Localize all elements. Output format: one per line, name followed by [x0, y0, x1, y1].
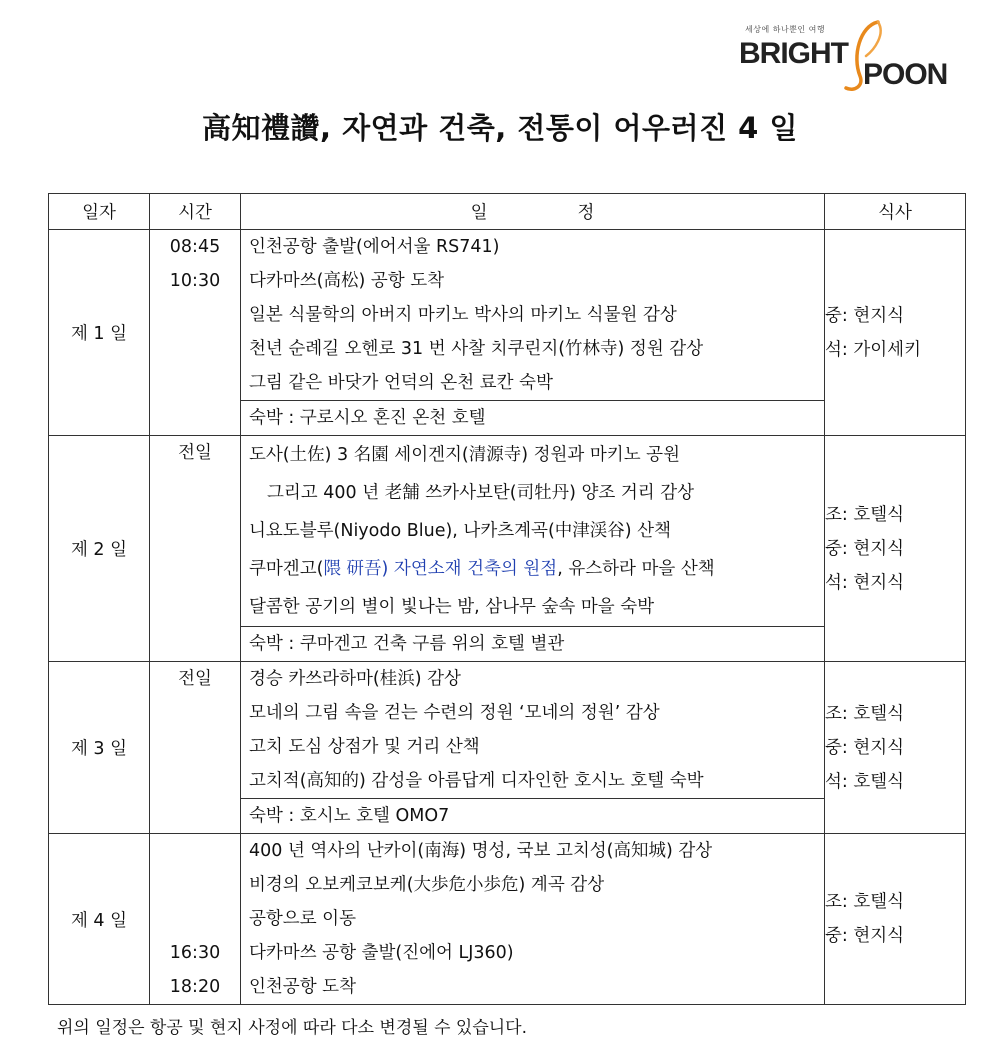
activity-item: 달콤한 공기의 별이 빛나는 밤, 삼나무 숲속 마을 숙박	[249, 597, 655, 617]
time-value: 전일	[178, 669, 212, 689]
activity-item: 고치적(高知的) 감성을 아름답게 디자인한 호시노 호텔 숙박	[249, 771, 704, 791]
day-activities	[241, 230, 825, 436]
day-activities	[241, 436, 825, 662]
table-row-day-4	[49, 834, 966, 1005]
time-value: 10:30	[169, 271, 221, 291]
stay-info: 숙박 : 쿠마겐고 건축 구름 위의 호텔 별관	[241, 626, 824, 661]
footnote: 위의 일정은 항공 및 현지 사정에 따라 다소 변경될 수 있습니다.	[57, 1018, 527, 1038]
time-value: 18:20	[169, 977, 221, 997]
day-activities	[241, 662, 825, 834]
activity-item: 모네의 그림 속을 걷는 수련의 정원 ‘모네의 정원’ 감상	[249, 703, 660, 723]
activity-item-mixed: 쿠마겐고(隈 研吾) 자연소재 건축의 원점, 유스하라 마을 산책	[249, 559, 715, 579]
activity-item: 다카마쓰(高松) 공항 도착	[249, 271, 445, 291]
activity-item: 다카마쓰 공항 출발(진에어 LJ360)	[249, 943, 514, 963]
day-meals	[825, 436, 966, 662]
activity-item: 경승 카쓰라하마(桂浜) 감상	[249, 669, 461, 689]
time-value: 08:45	[169, 237, 221, 257]
table-header-row	[49, 194, 966, 230]
activity-item: 일본 식물학의 아버지 마키노 박사의 마키노 식물원 감상	[249, 305, 677, 325]
activity-item: 니요도블루(Niyodo Blue), 나카츠계곡(中津渓谷) 산책	[249, 521, 671, 541]
day-meals	[825, 230, 966, 436]
day-meals	[825, 662, 966, 834]
day-times	[150, 230, 241, 436]
meal-item: 중: 현지식	[825, 305, 905, 326]
day-meals	[825, 834, 966, 1005]
logo-word-poon: POON	[863, 58, 948, 91]
meal-item: 조: 호텔식	[825, 892, 905, 912]
activity-item: 천년 순례길 오헨로 31 번 사찰 치쿠린지(竹林寺) 정원 감상	[249, 339, 704, 359]
itinerary-table	[48, 193, 966, 1005]
activity-item: 도사(土佐) 3 名園 세이겐지(清源寺) 정원과 마키노 공원	[249, 445, 680, 465]
activity-item: 고치 도심 상점가 및 거리 산책	[249, 737, 480, 757]
activity-item: 그리고 400 년 老舗 쓰카사보탄(司牡丹) 양조 거리 감상	[267, 483, 695, 503]
day-activities	[241, 834, 825, 1005]
meal-item: 조: 호텔식	[825, 703, 905, 724]
header-time: 시간	[150, 194, 241, 230]
activity-item: 비경의 오보케코보케(大歩危小歩危) 계곡 감상	[249, 875, 605, 895]
day-times	[150, 436, 241, 662]
meal-item: 중: 현지식	[825, 737, 905, 758]
logo-word-bright: BRIGHT	[739, 37, 848, 70]
logo-tagline: 세상에 하나뿐인 여행	[745, 25, 826, 34]
activity-item: 그림 같은 바닷가 언덕의 온천 료칸 숙박	[249, 373, 553, 393]
stay-info: 숙박 : 호시노 호텔 OMO7	[241, 798, 824, 833]
header-meals: 식사	[825, 194, 966, 230]
day-times	[150, 662, 241, 834]
meal-item: 중: 현지식	[825, 926, 905, 946]
meal-item: 석: 가이세키	[825, 339, 921, 360]
day-label: 제 3 일	[49, 662, 150, 834]
page-title: 高知禮讚, 자연과 건축, 전통이 어우러진 4 일	[202, 111, 798, 145]
activity-item: 공항으로 이동	[249, 909, 356, 929]
stay-info: 숙박 : 구로시오 혼진 온천 호텔	[241, 400, 824, 435]
meal-item: 석: 현지식	[825, 572, 905, 593]
meal-item: 석: 호텔식	[825, 771, 905, 792]
activity-item: 400 년 역사의 난카이(南海) 명성, 국보 고치성(高知城) 감상	[249, 841, 713, 861]
day-label: 제 1 일	[49, 230, 150, 436]
time-value: 16:30	[169, 943, 221, 963]
time-value: 전일	[178, 443, 212, 463]
activity-item: 인천공항 출발(에어서울 RS741)	[249, 237, 500, 257]
day-label: 제 4 일	[49, 834, 150, 1005]
table-row-day-3	[49, 662, 966, 834]
brand-logo	[735, 14, 950, 94]
header-day: 일자	[49, 194, 150, 230]
day-label: 제 2 일	[49, 436, 150, 662]
meal-item: 조: 호텔식	[825, 504, 905, 525]
day-times	[150, 834, 241, 1005]
activity-item: 인천공항 도착	[249, 977, 356, 997]
meal-item: 중: 현지식	[825, 538, 905, 559]
header-schedule: 일 정	[241, 194, 825, 230]
table-row-day-2	[49, 436, 966, 662]
table-row-day-1	[49, 230, 966, 436]
